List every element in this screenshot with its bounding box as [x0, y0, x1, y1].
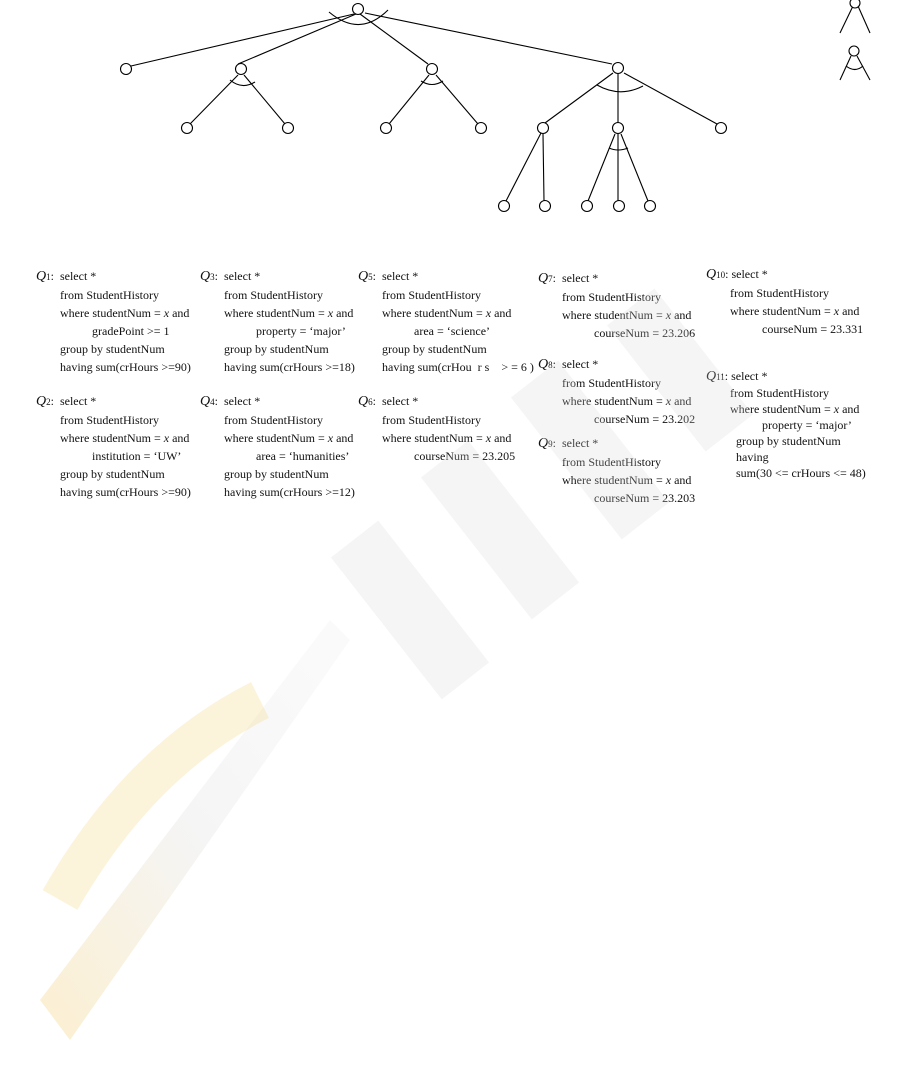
legend-or-node	[840, 0, 870, 33]
query-label: Q	[706, 267, 717, 282]
and-arc	[597, 85, 643, 92]
tree-node	[613, 123, 624, 134]
tree-node	[182, 123, 193, 134]
tree-edge	[588, 134, 615, 201]
legend-and-node	[840, 46, 870, 80]
tree-node	[582, 201, 593, 212]
tree-node	[381, 123, 392, 134]
tree-node	[427, 64, 438, 75]
and-arc	[230, 80, 255, 86]
tree-edge	[190, 75, 238, 124]
tree-node	[645, 201, 656, 212]
query-block-q1: Q1: select * from StudentHistory where studentNum = x and gradePoint >= 1 group by studentNum having sum(crHours >=90)	[36, 269, 191, 374]
query-block-q3: Q3: select * from StudentHistory where studentNum = x and property = ‘major’ group by studentNum having sum(crHours >=18)	[200, 269, 355, 374]
tree-node	[236, 64, 247, 75]
tree-node	[538, 123, 549, 134]
query-block-q5: Q5: select * from StudentHistory where studentNum = x and area = ‘science’ group by studentNum having sum(crHou r s > = 6 )	[358, 269, 534, 374]
tree-node	[716, 123, 727, 134]
tree-edge	[436, 75, 478, 124]
tree-node	[613, 63, 624, 74]
tree-node	[540, 201, 551, 212]
query-block-q4: Q4: select * from StudentHistory where studentNum = x and area = ‘humanities’ group by studentNum having sum(crHours >=12)	[200, 394, 355, 499]
query-block-q2: Q2: select * from StudentHistory where studentNum = x and institution = ‘UW’ group by studentNum having sum(crHours >=90)	[36, 394, 191, 499]
query-block-q10: Q10: select * from StudentHistory where studentNum = x and courseNum = 23.331	[706, 267, 864, 336]
tree-node	[121, 64, 132, 75]
query-block-q7: Q7: select * from StudentHistory where studentNum = x and courseNum = 23.206	[538, 271, 696, 340]
query-label: Q	[538, 436, 549, 451]
query-label: Q	[200, 394, 211, 409]
tree-node	[283, 123, 294, 134]
and-or-tree-diagram	[0, 0, 901, 230]
query-label: Q	[538, 271, 549, 286]
tree-edge	[365, 13, 612, 64]
query-label: Q	[200, 269, 211, 284]
tree-edge	[543, 134, 544, 201]
tree-node-root	[353, 4, 364, 15]
query-block-q9: Q9: select * from StudentHistory where studentNum = x and courseNum = 23.203	[538, 436, 696, 505]
query-label: Q	[358, 269, 369, 284]
tree-edge	[244, 75, 285, 124]
tree-node	[614, 201, 625, 212]
query-label: Q	[358, 394, 369, 409]
query-label: Q	[36, 394, 47, 409]
tree-edge	[506, 133, 541, 201]
query-label: Q	[706, 369, 717, 384]
query-label: Q	[538, 357, 549, 372]
query-block-q6: Q6: select * from StudentHistory where studentNum = x and courseNum = 23.205	[358, 394, 516, 463]
tree-node	[499, 201, 510, 212]
tree-edge	[131, 14, 354, 66]
tree-edge	[621, 134, 648, 201]
query-block-q11: Q11: select * from StudentHistory where studentNum = x and property = ‘major’ group by studentNum having sum(30 <= crHours <= 48)	[706, 369, 866, 480]
query-block-q8: Q8: select * from StudentHistory where studentNum = x and courseNum = 23.202	[538, 357, 696, 426]
tree-edge	[238, 14, 356, 64]
tree-node	[476, 123, 487, 134]
query-label: Q	[36, 269, 47, 284]
tree-edge	[360, 14, 428, 64]
tree-edge	[545, 73, 613, 123]
tree-edge	[624, 73, 717, 124]
